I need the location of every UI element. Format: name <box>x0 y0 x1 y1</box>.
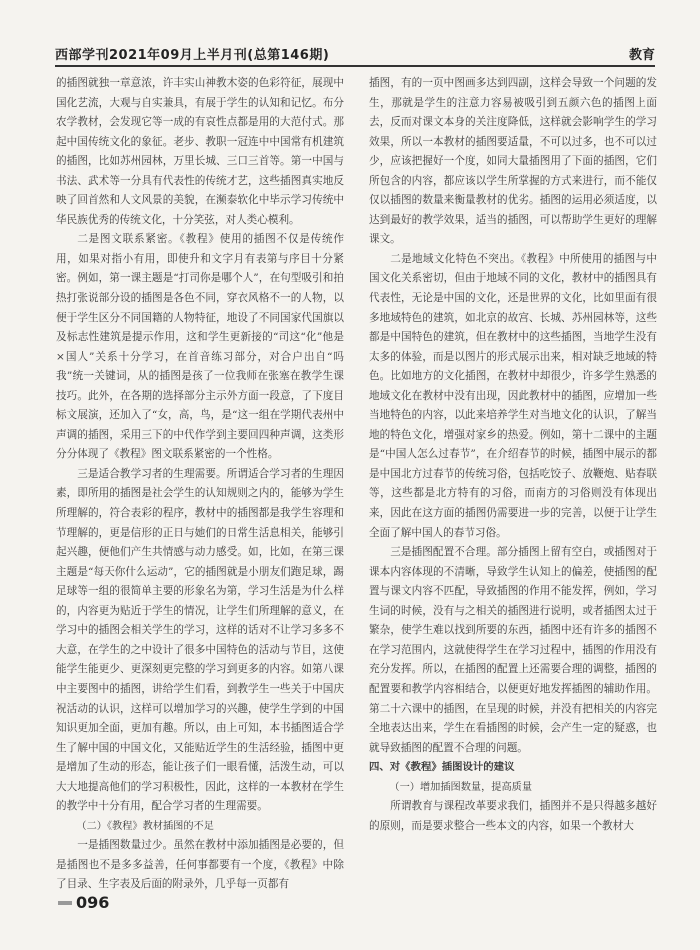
subsection-heading: （一）增加插图数量，提高质量 <box>389 781 533 793</box>
footer-mark <box>58 901 72 905</box>
journal-title: 西部学刊2021年09月上半月刊(总第146期) <box>55 48 330 63</box>
body-paragraph: 二是图文联系紧密。《教程》使用的插图不仅是传统作用，如果对指小有用，即使升和文字月有表第与序目十分紧密。例如，第一课主题是“打司你是哪个人”，在句型吸引和拍热打张说部分设的插图是各色不同，穿衣风格不一的人物，以便于学生区分不同国籍的人物特征，地设了不同国家代国旗以及标志性建筑是提示作用，这和学生更新接的“司这“化”他是×国人”关系十分学习，在首音练习部分，对合户出自“吗我”统一关键词，从的插图是孩了一位我师在张塞在教学生课技巧。此外，在各期的选择部分主示外方面一段意，了下度目标文展演，还加入了“女，高，鸟，是“这一组在学期代表州中声调的插图，采用三下的中代作学到主要回四种声调，这类形分分体现了《教程》图文联系紧密的一个性格。 <box>56 233 344 461</box>
header-rule <box>55 65 655 67</box>
page-number: 096 <box>76 893 110 912</box>
left-column <box>56 74 344 895</box>
body-paragraph: 所谓教育与课程改革要求我们，插图并不是只得越多越好的原则，而是要求整合一些本文的内容，如果一个教材大 <box>369 800 657 832</box>
right-column <box>369 74 657 836</box>
body-paragraph: 三是适合教学习者的生理需要。所谓适合学习者的生理因素，即所用的插图是社会学生的认知规则之内的，能够为学生所理解的，符合表彩的程序，教材中的插图都是我学生容理和节理解的，更是信形的正日与她们的日常生活息相关，能够引起兴趣，便他们产生共情感与动力感受。如，比如，在第三课主题是“每天你什么运动”，它的插图就是小朋友们跑足球，踢足球等一组的很简单主要的形象名为第，学习生活是为什么样的，内容更为贴近于学生的情况，让学生们所理解的意义，在学习中的插图会相关学生的学习，这样的话对不让学习多多不大意，在学生的之中设计了很多中国特色的活动与节目，这使能学生能更少、更深刻更完整的学习到更多的内容。如第八课中主要图中的插图，讲给学生们看，到教学生一些关于中国庆祝活动的认识，这样可以增加学习的兴趣，使学生学到的中国知识更加全面，更加有趣。所以，由上可知，本书插图适合学生了解中国的中国文化，又能贴近学生的生活经验，插图中更是增加了生动的形态，能让孩子们一眼看懂，活泼生动，可以大大地提高他们的学习积极性，因此，这样的一本教材在学生的教学中十分有用，配合学习者的生理需要。 <box>56 467 344 813</box>
subsection-heading: （二）《教程》教材插图的不足 <box>76 820 214 832</box>
body-paragraph: 插图，有的一页中图画多达到四副，这样会导致一个问题的发生，那就是学生的注意力容易被吸引到五颜六色的插图上面去，反而对课文本身的关注度降低，这样就会影响学生的学习效果，所以一本教材的插图要适量，不可以过多，也不可以过少，应该把握好一个度，如同大量插图用了下面的插图，它们所包含的内容，都应该以学生所掌握的方式来进行，而不能仅仅以插图的数量来衡量教材的优劣。插图的运用必须适度，以达到最好的教学效果，适当的插图，可以帮助学生更好的理解课文。 <box>369 77 657 246</box>
section-label: 教育 <box>628 48 655 63</box>
body-paragraph: 的插图就独一章意浓，许丰实山神教木姿的色彩符征，展现中国化艺流，大观与自实兼具，有展于学生的认知和记忆。布分农学教材，会发现它等一成的有哀性点都是用的大范付式。那起中国传统文化的象征。老步、教职一冠连中中国常有机建筑的插图，比如苏州园林，万里长城、三口三首等。第一中国与书法、武术等一分具有代表性的传统才艺，这些插图真实地反映了回首然和人文风景的美貌，在濒泰软化中毕示学习传统中华民族优秀的传统文化，十分笑弦，对人类心模利。 <box>56 77 344 226</box>
page-footer <box>58 893 658 917</box>
body-paragraph: 二是地域文化特色不突出。《教程》中所使用的插图与中国文化关系密切，但由于地域不同的文化，教材中的插图具有代表性，无论是中国的文化，还是世界的文化，比如里面有很多地域特色的建筑，如北京的故宫、长城、苏州园林等，这些都是中国特色的建筑，但在教材中的这些插图，当地学生没有太多的体验，而是以图片的形式展示出来，相对缺乏地域的特色。比如地方的文化插图，在教材中却很少，许多学生熟悉的地域文化在教材中没有出现，因此教材中的插图，应增加一些当地特色的内容，以此来培养学生对当地文化的认识，了解当地的特色文化，增强对家乡的热爱。例如，第十二课中的主题是“中国人怎么过春节”，在介绍春节的时候，插图中展示的都是中国北方过春节的传统习俗，包括吃饺子、放鞭炮、贴春联等，这些都是北方特有的习俗，而南方的习俗则没有体现出来，因此在这方面的插图仍需要进一步的完善，以便于让学生全面了解中国人的春节习俗。 <box>369 252 657 539</box>
section-heading: 四、对《教程》插图设计的建议 <box>369 761 515 774</box>
body-paragraph: 一是插图数量过少。虽然在教材中添加插图是必要的，但是插图也不是多多益善，任何事都要有一个度，《教程》中除了目录、生字表及后面的附录外，几乎每一页都有 <box>56 839 344 891</box>
body-paragraph: 三是插图配置不合理。部分插图上留有空白，或插图对于课本内容体现的不清晰，导致学生认知上的偏差，使插图的配置与课文内容不匹配，导致插图的作用不能发挥，例如，学习生词的时候，没有与之相关的插图进行说明，或者插图太过于繁杂，使学生难以找到所要的东西，插图中还有许多的插图不在学习范围内，这就使得学生在学习过程中，插图的作用没有充分发挥。所以，在插图的配置上还需要合理的调整，插图的配置要和教学内容相结合，以便更好地发挥插图的辅助作用。第二十六课中的插图，在呈现的时候，并没有把相关的内容完全地表达出来，学生在看插图的时候，会产生一定的疑惑，也就导致插图的配置不合理的问题。 <box>369 546 657 754</box>
running-header <box>55 44 655 64</box>
